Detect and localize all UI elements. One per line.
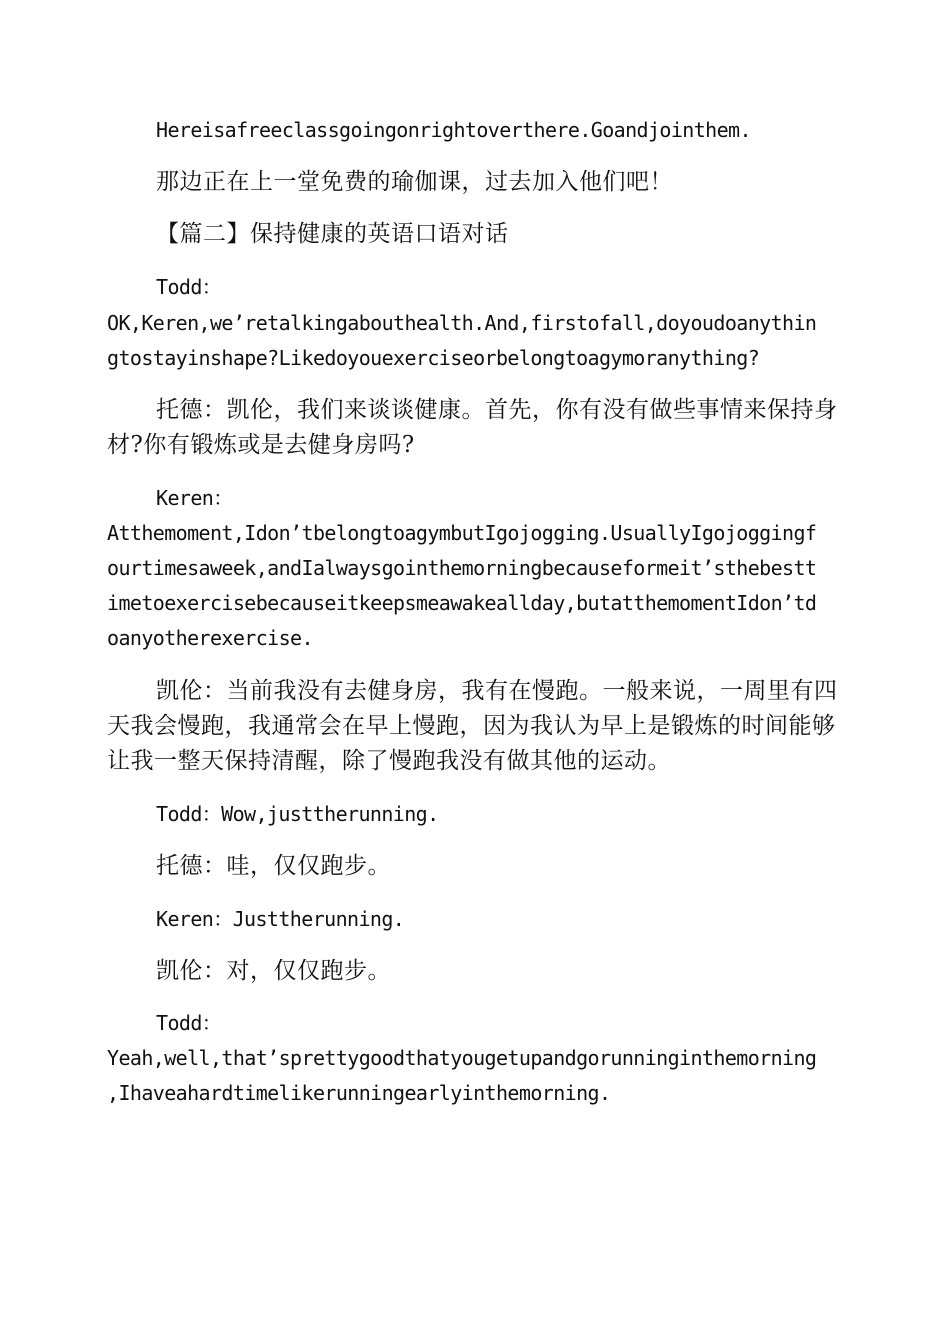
text-line: 那边正在上一堂免费的瑜伽课，过去加入他们吧！: [156, 169, 673, 195]
text-line: imetoexercisebecauseitkeepsmeawakeallday,butatthemomentIdon’td: [107, 591, 817, 615]
text-line: ourtimesaweek,andIalwaysgointhemorningbecauseformeit’sthebestt: [107, 556, 817, 580]
text-line: OK,Keren,we’retalkingabouthealth.And,firstofall,doyoudoanythin: [107, 311, 817, 335]
text-line: ,Ihaveahardtimelikerunningearlyinthemorning.: [107, 1081, 611, 1105]
text-line: 天我会慢跑，我通常会在早上慢跑，因为我认为早上是锻炼的时间能够: [107, 713, 836, 739]
text-line: Todd：Wow,justtherunning.: [156, 802, 439, 826]
text-line: Hereisafreeclassgoingonrightoverthere.Goandjointhem.: [156, 118, 751, 142]
section-heading: 【篇二】保持健康的英语口语对话: [156, 221, 509, 247]
text-line: Atthemoment,Idon’tbelongtoagymbutIgojogging.UsuallyIgojoggingf: [107, 521, 817, 545]
speaker-label: Todd：: [156, 1011, 222, 1035]
text-line: 托德：哇，仅仅跑步。: [156, 853, 391, 879]
text-line: 托德：凯伦，我们来谈谈健康。首先，你有没有做些事情来保持身: [156, 397, 838, 423]
text-line: oanyotherexercise.: [107, 626, 313, 650]
speaker-label: Todd：: [156, 275, 222, 299]
text-line: 材?你有锻炼或是去健身房吗?: [107, 432, 415, 458]
text-line: gtostayinshape?Likedoyouexerciseorbelongtoagymoranything?: [107, 346, 760, 370]
text-line: 让我一整天保持清醒，除了慢跑我没有做其他的运动。: [107, 748, 671, 774]
text-line: Yeah,well,that’sprettygoodthatyougetupandgorunninginthemorning: [107, 1046, 817, 1070]
text-line: 凯伦：当前我没有去健身房，我有在慢跑。一般来说，一周里有四: [156, 678, 838, 704]
text-line: 凯伦：对，仅仅跑步。: [156, 958, 391, 984]
speaker-label: Keren：: [156, 486, 233, 510]
text-line: Keren：Justtherunning.: [156, 907, 405, 931]
